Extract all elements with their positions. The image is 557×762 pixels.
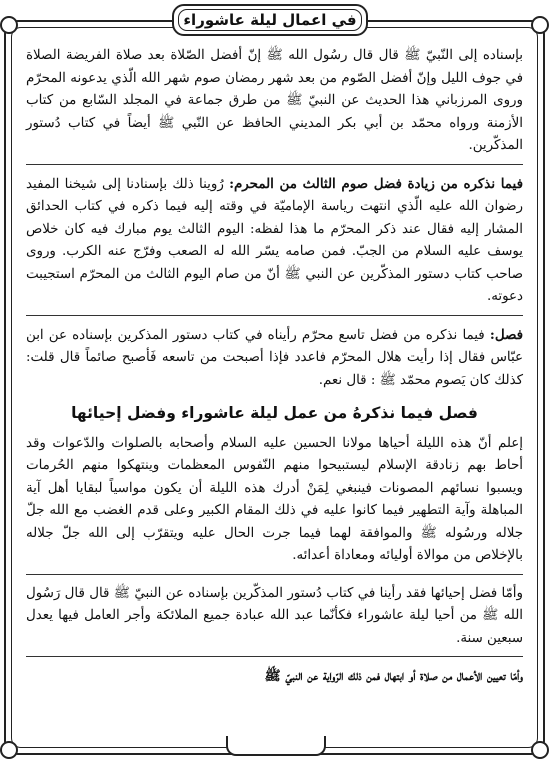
paragraph-2	[26, 173, 523, 316]
paragraph-5	[26, 583, 523, 658]
paragraph-text: فيما نذكره من فضل تاسع محرّم رأيناه في كتاب دستور المذكرين بإسناده عن ابن عبّاس فقال إذا رأيت هلال المحرّم فاعدد فإذا أصبحت من تاسعه فَأصبح صائماً قال قلت: كذلك كان يَصوم محمّد ﷺ : قال نعم.	[26, 327, 523, 388]
corner-ornament	[0, 16, 18, 34]
corner-ornament	[531, 741, 549, 759]
paragraph-text: وأمّا تعيين الأعمال من صلاة أو ابتهال فمن ذلك الرّواية عن النبيّ ﷺ	[264, 668, 523, 684]
paragraph-text: بإسناده إلى النّبيّ ﷺ قال قال رسُول الله ﷺ إنّ أفضل الصّلاة بعد صلاة الفريضة الصلاة في جوف الليل وإنّ أفضل الصّوم من بعد شهر رمضان صوم شهر الله الّذي يدعونه المحرّم وروى المرزباني هذا الحديث عن النبيّ ﷺ من طرق جماعة في المجلد السّابع من كتاب الأزمنة ورواه محمّد بن أبي بكر المديني الحافظ عن النّبي ﷺ أيضاً في كتاب دُستور المذكّرين.	[26, 48, 523, 153]
page-footer-tab	[226, 736, 326, 756]
paragraph-text: إعلم أنّ هذه الليلة أحياها مولانا الحسين عليه السلام وأصحابه بالصلوات والدّعوات وقد أحاط بهم زنادقة الإسلام ليستبيحوا منهم النّفوس المعظمات وينتهكوا منهم الحُرمات ويسبوا نسائهم المصونات فينبغي لِمَنْ أدرك هذه الليلة أن يكون مواسياً لبقايا أهل آية المباهلة وآية التطهير فيما كانوا عليه في ذلك المقام الكبير وعلى قدم الغضب مع الله جلّ جلاله ورسُوله ﷺ والموافقة لهما فيما جرت الحال عليه ويتقرّب إلى الله جلّ جلاله بالإخلاص من موالاة أوليائه ومعاداة أعدائه.	[26, 435, 523, 563]
paragraph-3	[26, 324, 523, 399]
paragraph-lead: فيما نذكره من زيادة فضل صوم الثالث من المحرم:	[229, 175, 523, 192]
section-heading: فصل فيما نذكرهُ من عمل ليلة عاشوراء وفضل إحيائها	[71, 404, 478, 422]
paragraph-1	[26, 44, 523, 165]
page-title: في اعمال ليلة عاشوراء	[183, 11, 357, 29]
page-header	[172, 4, 368, 36]
paragraph-4	[26, 433, 523, 575]
corner-ornament	[0, 741, 18, 759]
corner-ornament	[531, 16, 549, 34]
paragraph-6	[26, 665, 523, 694]
paragraph-lead: فصل:	[489, 326, 523, 343]
paragraph-text: رُوينا ذلك بإسنادنا إلى شيخنا المفيد رضوان الله عليه الّذي انتهت رياسة الإماميّة في وقته إليه فيما ذكره في كتاب الحدائق المشار إليه فقال عند ذكر المحرّم ما هذا لفظه: اليوم الثالث يوم مبارك فيه كان خلاص يوسف عليه السلام من الجبّ. فمن صامه يسّر الله له الصعب وفرّج عنه الكرب. وروى صاحب كتاب دستور المذكّرين عن النبي ﷺ أنّ من صام اليوم الثالث من المحرّم استجيبت دعوته.	[26, 176, 523, 304]
page-content	[26, 44, 523, 734]
paragraph-text: وأمّا فضل إحيائها فقد رأينا في كتاب دُستور المذكّرين بإسناده عن النبيّ ﷺ قال قال رَسُول الله ﷺ من أحيا ليلة عاشوراء فكأنّما عبد الله عبادة جميع الملائكة وأجر العامل فيها يعدل سبعين سنة.	[26, 585, 523, 646]
